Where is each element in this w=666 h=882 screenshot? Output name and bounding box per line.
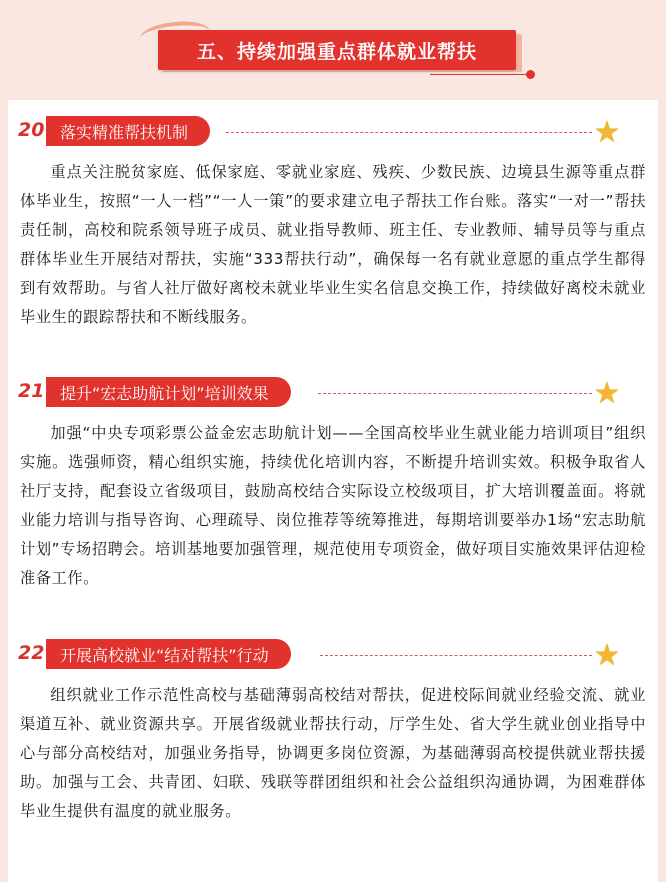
section-20	[8, 116, 658, 332]
section-header	[8, 639, 658, 673]
section-header	[8, 377, 658, 411]
star-icon: ★	[593, 115, 621, 150]
section-divider	[318, 393, 592, 394]
star-icon: ★	[593, 376, 621, 411]
header-banner-area	[0, 0, 666, 96]
section-body: 重点关注脱贫家庭、低保家庭、零就业家庭、残疾、少数民族、边境县生源等重点群体毕业生，按照“一人一档”“一人一策”的要求建立电子帮扶工作台账。落实“一对一”帮扶责任制，高校和院系领导班子成员、就业指导教师、班主任、专业教师、辅导员等与重点群体毕业生开展结对帮扶，实施“333帮扶行动”，确保每一名有就业意愿的重点学生都得到有效帮助。与省人社厅做好离校未就业毕业生实名信息交换工作，持续做好离校未就业毕业生的跟踪帮扶和不断线服务。	[20, 163, 646, 326]
section-number: 21	[18, 380, 45, 402]
section-21	[8, 377, 658, 593]
section-body: 加强“中央专项彩票公益金宏志助航计划——全国高校毕业生就业能力培训项目”组织实施。选强师资，精心组织实施，持续优化培训内容，不断提升培训实效。积极争取省人社厅支持，配套设立省级项目，鼓励高校结合实际设立校级项目，扩大培训覆盖面。将就业能力培训与指导咨询、心理疏导、岗位推荐等统筹推进，每期培训要举办1场“宏志助航计划”专场招聘会。培训基地要加强管理，规范使用专项资金，做好项目实施效果评估迎检准备工作。	[20, 424, 646, 587]
section-title: 提升“宏志助航计划”培训效果	[46, 377, 291, 407]
banner-underline	[430, 74, 528, 75]
page-title: 五、持续加强重点群体就业帮扶	[158, 30, 516, 70]
section-title: 开展高校就业“结对帮扶”行动	[46, 639, 291, 669]
content-card	[8, 100, 658, 882]
section-body: 组织就业工作示范性高校与基础薄弱高校结对帮扶，促进校际间就业经验交流、就业渠道互补、就业资源共享。开展省级就业帮扶行动，厅学生处、省大学生就业创业指导中心与部分高校结对，加强业务指导，协调更多岗位资源，为基础薄弱高校提供就业帮扶援助。加强与工会、共青团、妇联、残联等群团组织和社会公益组织沟通协调，为困难群体毕业生提供有温度的就业服务。	[20, 686, 646, 820]
section-22	[8, 639, 658, 826]
section-number: 20	[18, 119, 45, 141]
section-header	[8, 116, 658, 150]
section-divider	[226, 132, 592, 133]
section-title: 落实精准帮扶机制	[46, 116, 210, 146]
section-divider	[320, 655, 592, 656]
banner-dot	[526, 70, 535, 79]
star-icon: ★	[593, 638, 621, 673]
section-number: 22	[18, 642, 45, 664]
